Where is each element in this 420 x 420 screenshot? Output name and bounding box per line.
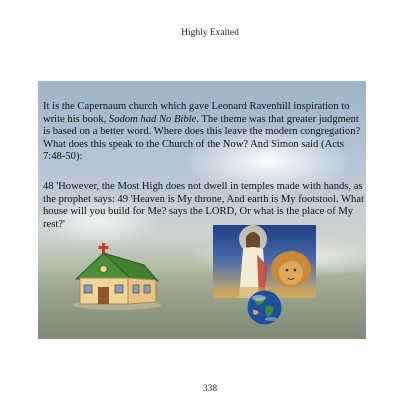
earth-globe-image [247,290,282,325]
jesus-lion-image [213,225,316,298]
page-header-title: Highly Exalted [181,28,239,38]
paragraph-capernaum [43,101,365,164]
content-panel [38,81,366,339]
paragraph-acts-quote: 48 'However, the Most High does not dwell in temples made with hands, as the prophet says: 49 'Heaven is My throne, And earth is My footstool. What house will you build for Me? says the LORD, Or what is the place of My rest?' [43,181,364,230]
paragraph-text-cont: . The theme was that greater judgment is based on a better word. Where does this leave the modern congregation? What does this speak to the Church of the Now? And Simon said (Acts 7:48-50): [43,113,361,163]
church-image [72,241,162,311]
book-title: Sodom had No Bible [108,113,197,125]
page-number: 338 [202,384,218,394]
paragraph-text: It is the Capernaum church which gave Leonard Ravenhill inspiration to write his book, [43,101,350,125]
